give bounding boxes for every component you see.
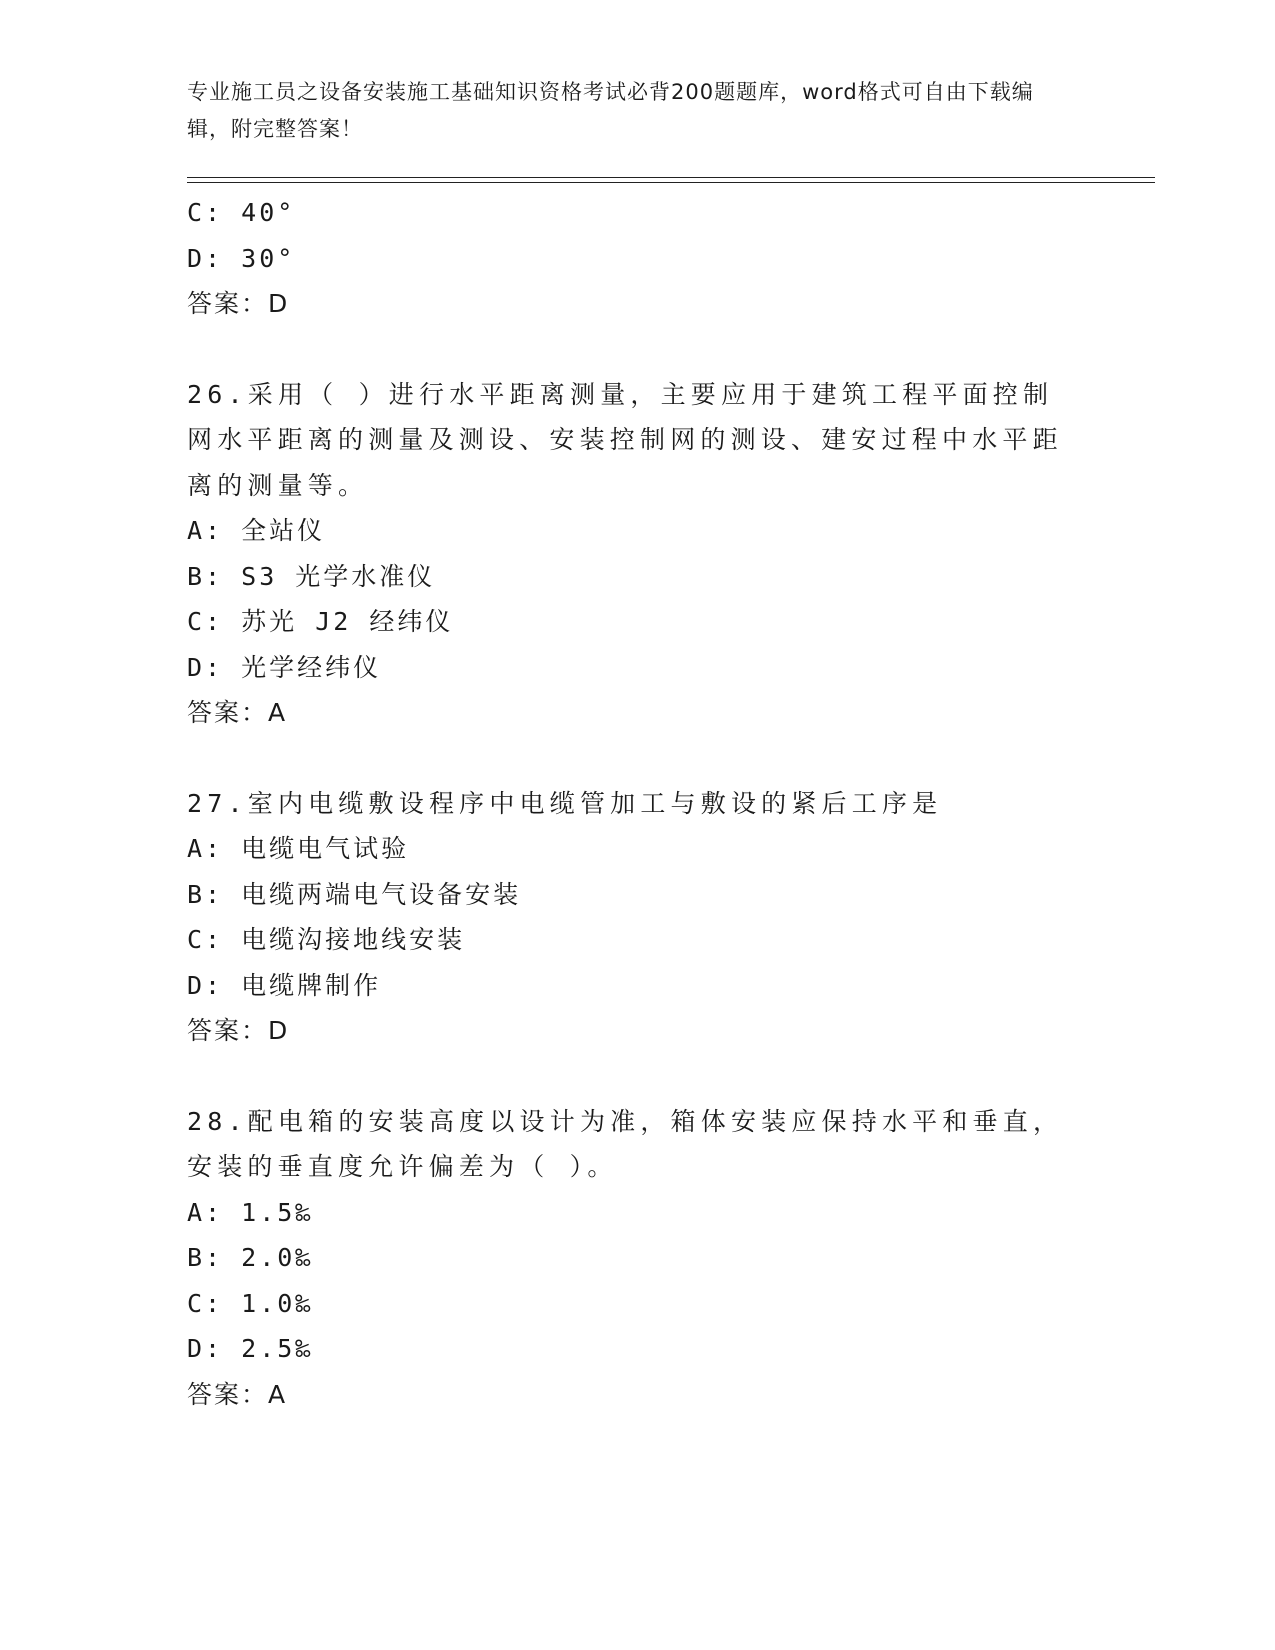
option-c: C: 40° [187,198,296,227]
option-b: B: S3 光学水准仪 [187,561,436,591]
question-list [187,190,1087,1417]
option-c: C: 电缆沟接地线安装 [187,925,466,954]
answer: 答案：D [187,289,290,318]
question-27 [187,781,1087,1054]
option-d: D: 30° [187,243,296,273]
spacer [187,327,1087,372]
option-a: A: 电缆电气试验 [187,834,410,863]
spacer [187,736,1087,781]
answer: 答案：D [187,1016,290,1045]
option-a: A: 1.5‰ [187,1197,314,1227]
question-stem: 26.采用（ ）进行水平距离测量，主要应用于建筑工程平面控制网水平距离的测量及测设、安装控制网的测设、建安过程中水平距离的测量等。 [187,379,1063,500]
question-stem: 27.室内电缆敷设程序中电缆管加工与敷设的紧后工序是 [187,788,943,818]
option-a: A: 全站仪 [187,516,326,545]
question-28 [187,1099,1087,1418]
question-26 [187,372,1087,736]
option-c: C: 苏光 J2 经纬仪 [187,607,454,636]
document-header-title: 专业施工员之设备安装施工基础知识资格考试必背200题题库，word格式可自由下载编辑，附完整答案！ [187,80,1034,141]
question-stem: 28.配电箱的安装高度以设计为准，箱体安装应保持水平和垂直，安装的垂直度允许偏差为（ ）。 [187,1106,1064,1181]
option-d: D: 光学经纬仪 [187,652,382,682]
option-d: D: 电缆牌制作 [187,970,382,1000]
option-d: D: 2.5‰ [187,1334,314,1363]
answer: 答案：A [187,698,288,727]
option-b: B: 2.0‰ [187,1243,314,1272]
header-divider-top [187,177,1155,178]
header-divider-bottom [187,182,1155,183]
question-25-tail [187,190,1087,327]
answer: 答案：A [187,1379,288,1409]
option-b: B: 电缆两端电气设备安装 [187,879,522,909]
option-c: C: 1.0‰ [187,1288,314,1318]
spacer [187,1054,1087,1099]
